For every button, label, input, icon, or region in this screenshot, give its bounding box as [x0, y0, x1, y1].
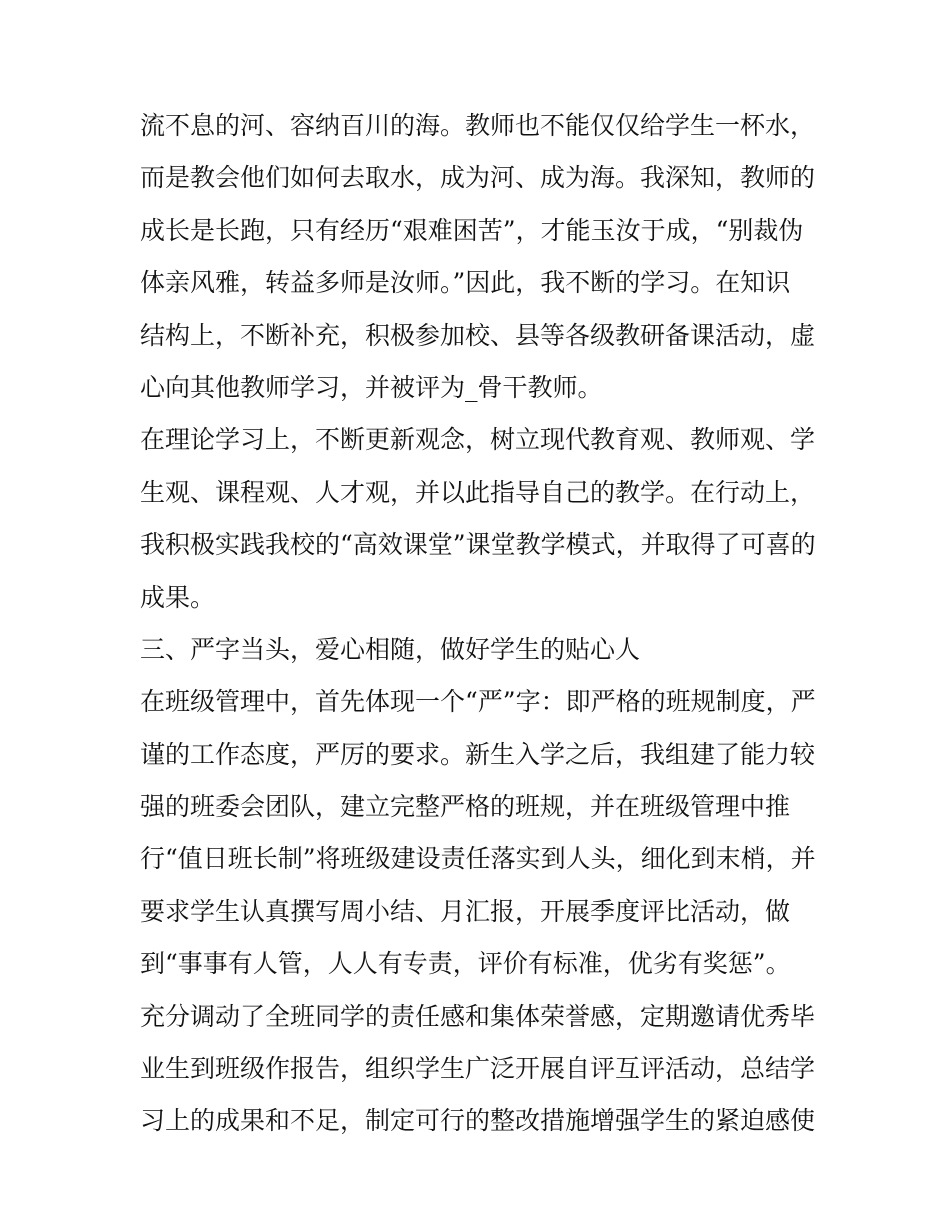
- text-line: 流不息的河、容纳百川的海。教师也不能仅仅给学生一杯水，: [140, 111, 816, 140]
- text-line: 业生到班级作报告，组织学生广泛开展自评互评活动，总结学: [140, 1054, 816, 1084]
- text-line: 我积极实践我校的“高效课堂”课堂教学模式，并取得了可喜的: [140, 530, 816, 560]
- text-line: 习上的成果和不足，制定可行的整改措施增强学生的紧迫感使: [140, 1106, 816, 1136]
- text-line: 强的班委会团队，建立完整严格的班规，并在班级管理中推: [140, 792, 791, 822]
- text-line: 而是教会他们如何去取水，成为河、成为海。我深知，教师的: [140, 163, 816, 193]
- text-line: 成长是长跑，只有经历“艰难困苦”，才能玉汝于成，“别裁伪: [140, 215, 804, 245]
- document-body: [140, 100, 820, 1148]
- text-line: 充分调动了全班同学的责任感和集体荣誉感，定期邀请优秀毕: [140, 1001, 816, 1031]
- text-line: 结构上，不断补充，积极参加校、县等各级教研备课活动，虚: [140, 320, 816, 350]
- text-line: 成果。: [140, 582, 216, 612]
- text-line: 要求学生认真撰写周小结、月汇报，开展季度评比活动，做: [140, 896, 791, 926]
- text-line: 心向其他教师学习，并被评为_骨干教师。: [140, 372, 603, 402]
- text-line: 到“事事有人管，人人有专责，评价有标准，优劣有奖惩”。: [140, 949, 791, 979]
- text-line: 在理论学习上，不断更新观念，树立现代教育观、教师观、学: [140, 425, 816, 455]
- text-line: 体亲风雅，转益多师是汝师。”因此，我不断的学习。在知识: [140, 268, 791, 298]
- section-heading: 三、严字当头，爱心相随，做好学生的贴心人: [140, 634, 641, 664]
- text-line: 行“值日班长制”将班级建设责任落实到人头，细化到末梢，并: [140, 844, 816, 874]
- text-line: 在班级管理中，首先体现一个“严”字：即严格的班规制度，严: [140, 687, 816, 717]
- text-line: 生观、课程观、人才观，并以此指导自己的教学。在行动上，: [140, 477, 816, 507]
- text-line: 谨的工作态度，严厉的要求。新生入学之后，我组建了能力较: [140, 739, 816, 769]
